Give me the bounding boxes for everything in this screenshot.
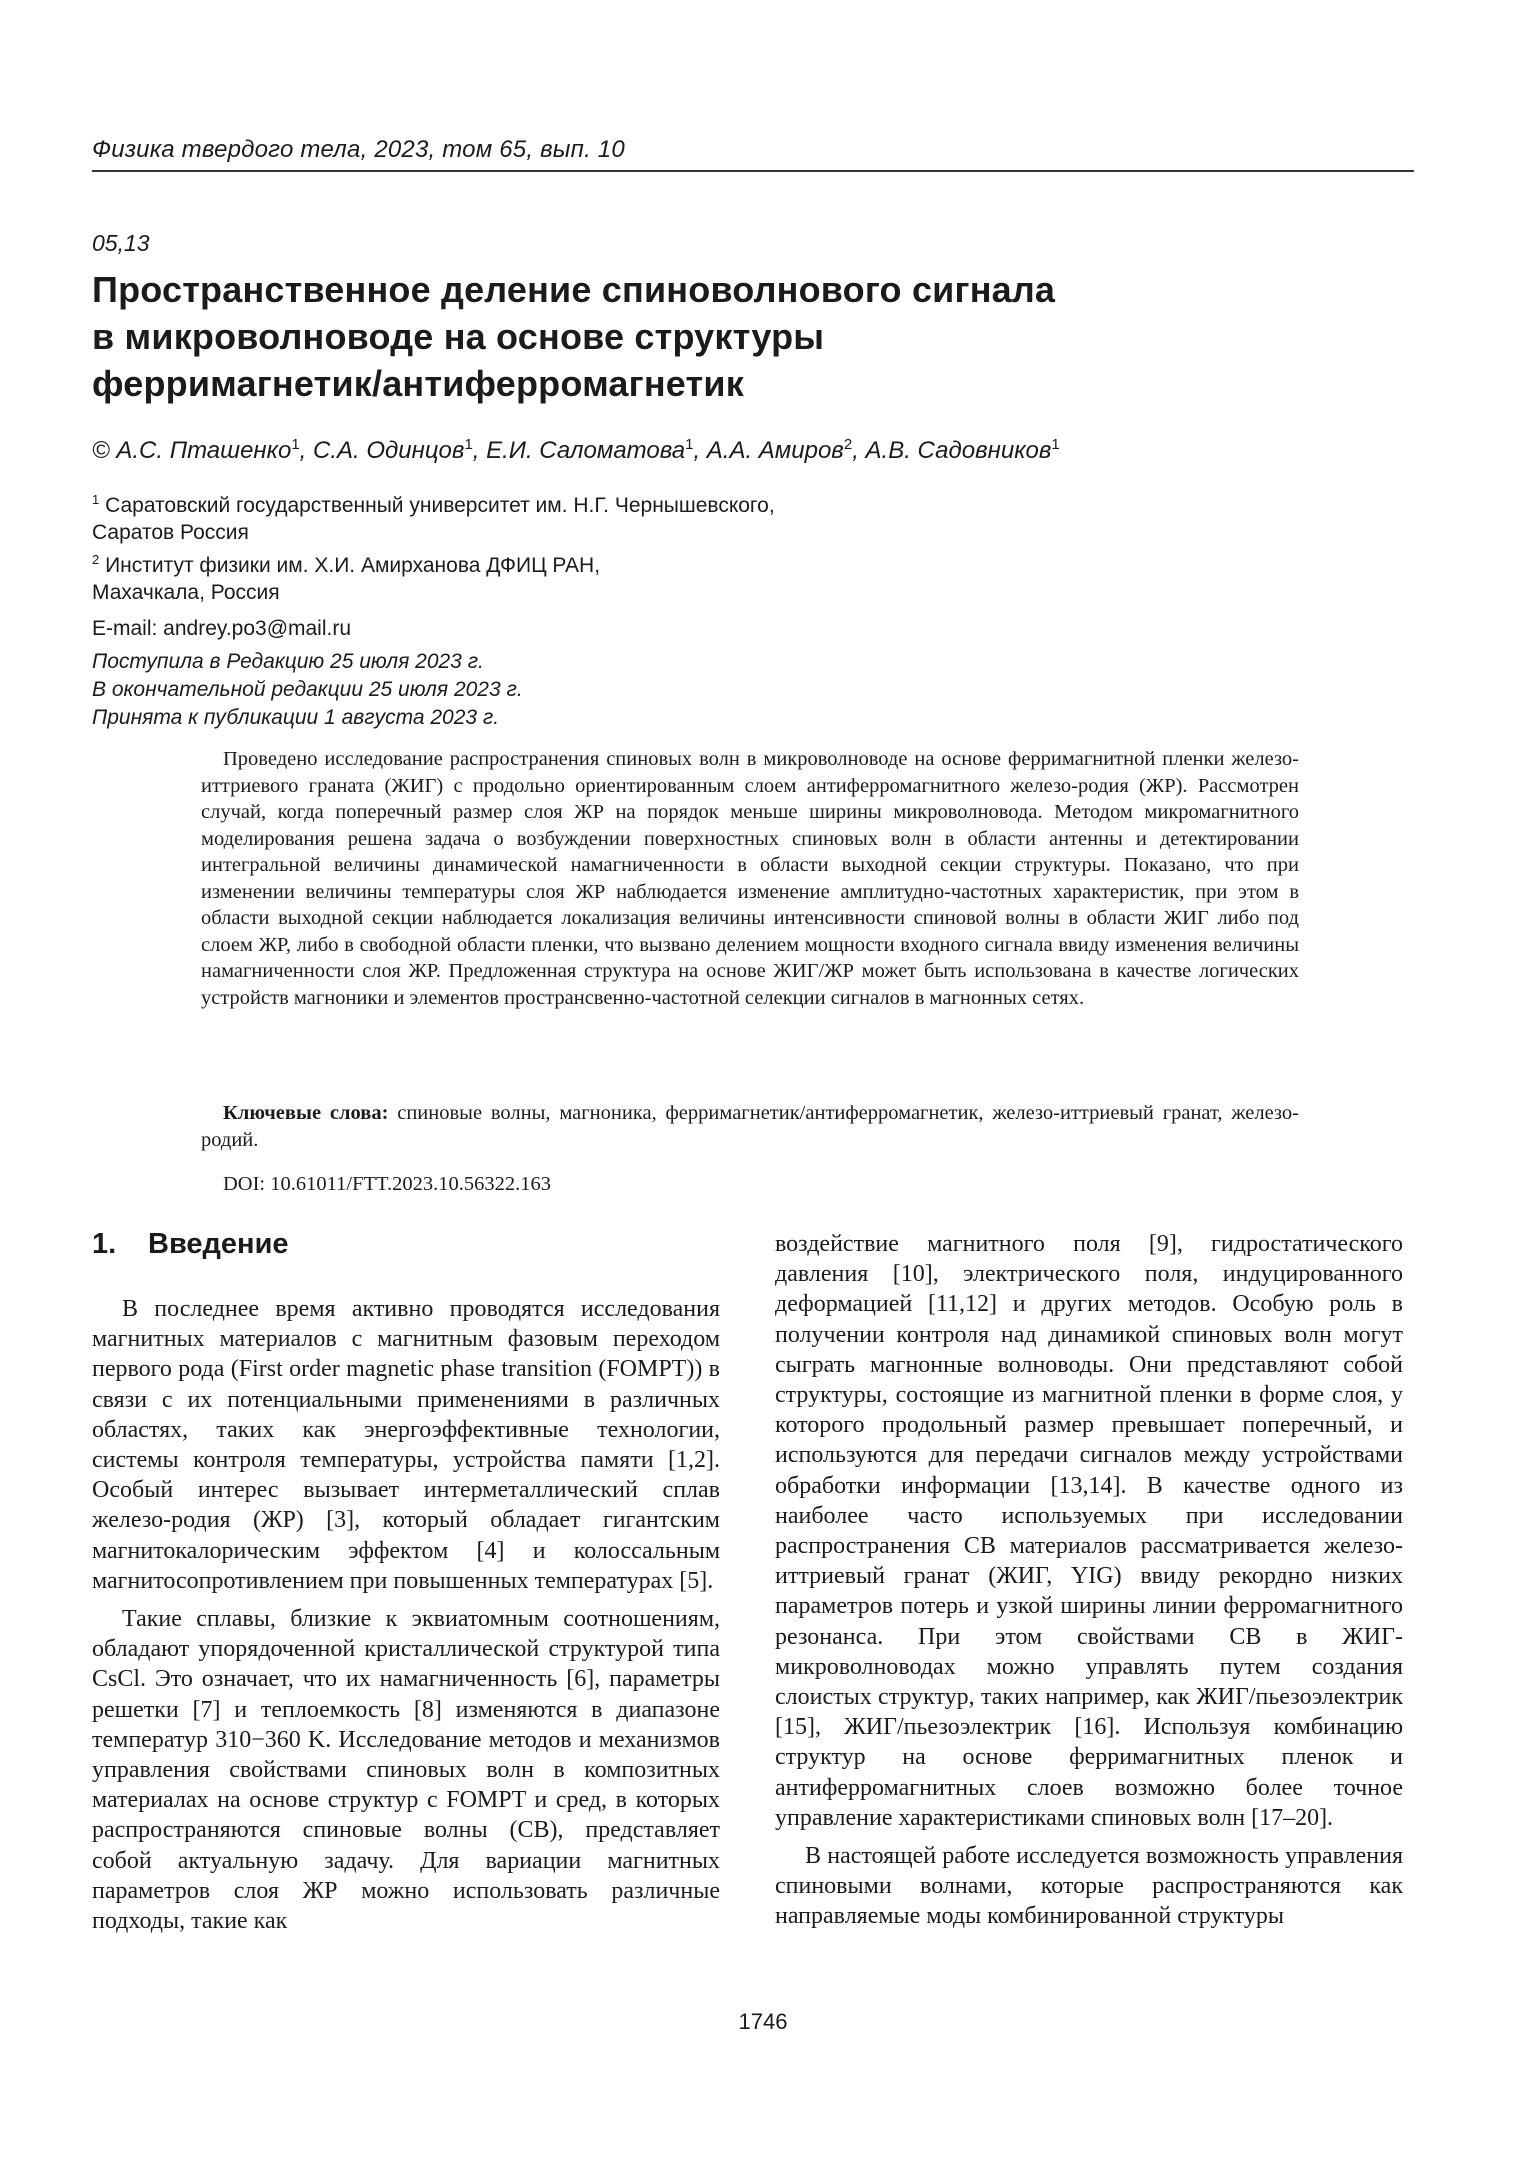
author-separator: , xyxy=(472,437,487,464)
section-number: 1. xyxy=(92,1228,117,1260)
affil-marker: 1 xyxy=(92,492,100,507)
received-line: Поступила в Редакцию 25 июля 2023 г. xyxy=(92,650,484,673)
title-line: ферримагнетик/антиферромагнетик xyxy=(92,363,744,404)
author-name: А.А. Амиров xyxy=(706,437,844,464)
author-list xyxy=(92,436,1060,465)
title-line: в микроволноводе на основе структуры xyxy=(92,316,825,357)
author-affil-marker: 1 xyxy=(1051,436,1060,453)
page-number: 1746 xyxy=(738,2009,788,2034)
contact-email: E-mail: andrey.po3@mail.ru xyxy=(92,617,352,640)
author-name: С.А. Одинцов xyxy=(313,437,465,464)
author-name: А.В. Садовников xyxy=(865,437,1052,464)
affiliation-city: Саратов Россия xyxy=(92,521,249,544)
author-affil-marker: 1 xyxy=(464,436,473,453)
author-affil-marker: 2 xyxy=(843,436,853,453)
body-paragraph: Такие сплавы, близкие к эквиатомным соотношениям, обладают упорядоченной кристаллической структурой типа CsCl. Это означает, что их намагниченность [6], параметры решетки [7] и теплоемкость [8] изменяются в диапазоне температур 310−360 K. Исследование методов и механизмов управления свойствами спиновых волн в композитных материалах на основе структур с FOMPT и сред, в которых распространяются спиновые волны (СВ), представляет собой актуальную задачу. Для вариации магнитных параметров слоя ЖР можно использовать различные подходы, такие как xyxy=(92,1606,720,1935)
affiliations xyxy=(92,486,775,642)
abstract: Проведено исследование распространения спиновых волн в микроволноводе на основе ферримагнитной пленки железо-иттриевого граната (ЖИГ) с продольно ориентированным слоем антиферромагнитного железо-родия (ЖР). Рассмотрен случай, когда поперечный размер слоя ЖР на порядок меньше ширины микроволновода. Методом микромагнитного моделирования решена задача о возбуждении поверхностных спиновых волн в области антенны и детектировании интегральной величины динамической намагниченности в области выходной секции структуры. Показано, что при изменении величины температуры слоя ЖР наблюдается изменение амплитудно-частотных характеристик, при этом в области выходной секции наблюдается локализация величины интенсивности спиновой волны в области ЖИГ либо под слоем ЖР, либо в свободной области пленки, что вызвано делением мощности входного сигнала ввиду изменения величины намагниченности слоя ЖР. Предложенная структура на основе ЖИГ/ЖР может быть использована в качестве логических устройств магноники и элементов пространсвенно-частотной селекции сигналов в магнонных сетях. xyxy=(201,748,1299,1009)
affiliation-line xyxy=(92,486,775,519)
author-affil-marker: 1 xyxy=(291,436,300,453)
doi: DOI: 10.61011/FTT.2023.10.56322.163 xyxy=(223,1173,551,1195)
affiliation-line xyxy=(92,546,775,579)
header-rule xyxy=(92,170,1414,172)
affiliation-name: Институт физики им. Х.И. Амирханова ДФИЦ РАН, xyxy=(99,554,601,577)
keywords-label: Ключевые слова: xyxy=(223,1102,389,1124)
affiliation-city: Махачкала, Россия xyxy=(92,581,280,604)
body-paragraph: В последнее время активно проводятся исследования магнитных материалов с магнитным фазовым переходом первого рода (First order magnetic phase transition (FOMPT)) в связи с их потенциальными применениями в различных областях, таких как энергоэффективные технологии, системы контроля температуры, устройства памяти [1,2]. Особый интерес вызывает интерметаллический сплав железо-родия (ЖР) [3], который обладает гигантским магнитокалорическим эффектом [4] и колоссальным магнитосопротивлением при повышенных температурах [5]. xyxy=(92,1296,720,1594)
article-title xyxy=(92,266,1392,407)
affiliation-name: Саратовский государственный университет им. Н.Г. Чернышевского, xyxy=(99,494,775,517)
body-paragraph: воздействие магнитного поля [9], гидростатического давления [10], электрического поля, индуцированного деформацией [11,12] и других методов. Особую роль в получении контроля над динамикой спиновых волн могут сыграть магнонные волноводы. Они представляют собой структуры, состоящие из магнитной пленки в форме слоя, у которого продольный размер превышает поперечный, и используются для передачи сигналов между устройствами обработки информации [13,14]. В качестве одного из наиболее часто используемых при исследовании распространения СВ материалов рассматривается железо-иттриевый гранат (ЖИГ, YIG) ввиду рекордно низких параметров потерь и узкой ширины линии ферромагнитного резонанса. При этом свойствами СВ в ЖИГ-микроволноводах можно управлять путем создания слоистых структур, таких например, как ЖИГ/пьезоэлектрик [15], ЖИГ/пьезоэлектрик [16]. Используя комбинацию структур на основе ферримагнитных пленок и антиферромагнитных слоев возможно более точное управление характеристиками спиновых волн [17–20]. xyxy=(775,1231,1403,1831)
author-name: © А.С. Пташенко xyxy=(92,437,292,464)
revised-line: В окончательной редакции 25 июля 2023 г. xyxy=(92,678,523,701)
received-dates xyxy=(92,648,523,732)
keywords xyxy=(201,1100,1299,1153)
author-name: Е.И. Саломатова xyxy=(486,437,686,464)
section-title: Введение xyxy=(148,1228,289,1260)
udc-code: 05,13 xyxy=(92,230,150,256)
journal-header: Физика твердого тела, 2023, том 65, вып. 10 xyxy=(92,136,625,163)
affil-marker: 2 xyxy=(92,552,100,567)
author-separator: , xyxy=(852,437,866,464)
keywords-list: спиновые волны, магноника, ферримагнетик/антиферромагнетик, железо-иттриевый гранат, железо-родий. xyxy=(201,1102,1299,1151)
title-line: Пространственное деление спиноволнового сигнала xyxy=(92,269,1056,310)
author-separator: , xyxy=(693,437,707,464)
author-affil-marker: 1 xyxy=(685,436,694,453)
right-column xyxy=(775,1229,1403,1940)
body-paragraph: В настоящей работе исследуется возможность управления спиновыми волнами, которые распространяются как направляемые моды комбинированной структуры xyxy=(775,1843,1403,1930)
accepted-line: Принята к публикации 1 августа 2023 г. xyxy=(92,706,500,729)
section-heading xyxy=(92,1228,289,1261)
left-column xyxy=(92,1294,720,1944)
author-separator: , xyxy=(299,437,313,464)
